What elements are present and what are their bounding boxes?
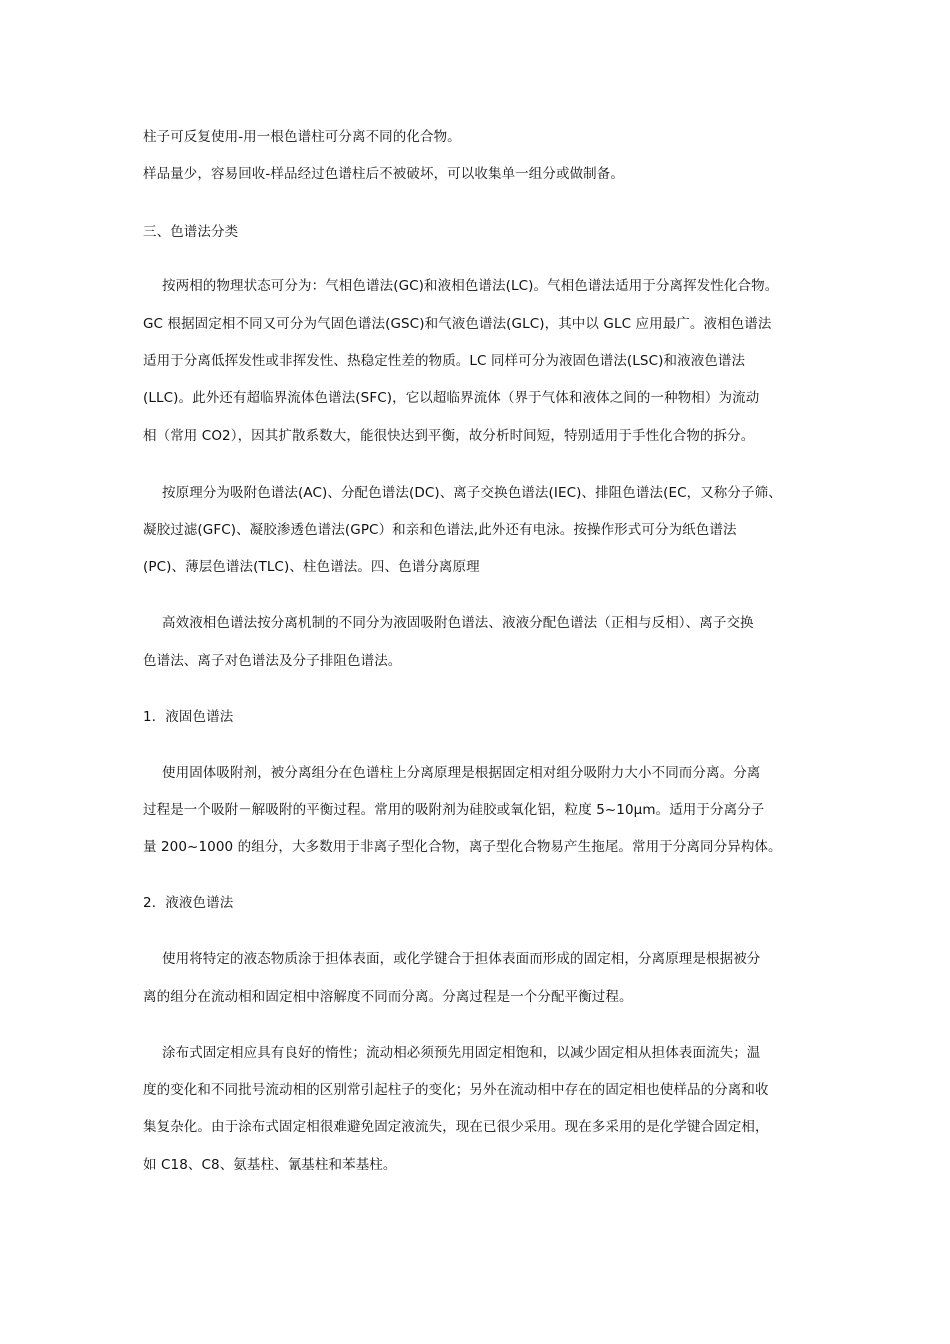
paragraph-line: 高效液相色谱法按分离机制的不同分为液固吸附色谱法、液液分配色谱法（正相与反相）、离子交换 xyxy=(162,615,754,631)
paragraph-line: 集复杂化。由于涂布式固定相很难避免固定液流失，现在已很少采用。现在多采用的是化学键合固定相， xyxy=(143,1119,769,1135)
paragraph-line: 凝胶过滤(GFC)、凝胶渗透色谱法(GPC）和亲和色谱法,此外还有电泳。按操作形式可分为纸色谱法 xyxy=(143,522,737,538)
paragraph-line: 使用将特定的液态物质涂于担体表面，或化学键合于担体表面而形成的固定相，分离原理是根据被分 xyxy=(162,951,761,967)
text-line-sample-recovery: 样品量少，容易回收-样品经过色谱柱后不被破坏，可以收集单一组分或做制备。 xyxy=(143,166,624,182)
paragraph-line: 相（常用 CO2），因其扩散系数大，能很快达到平衡，故分析时间短，特别适用于手性化合物的拆分。 xyxy=(143,428,755,444)
paragraph-line: GC 根据固定相不同又可分为气固色谱法(GSC)和气液色谱法(GLC)，其中以 GLC 应用最广。液相色谱法 xyxy=(143,316,772,332)
paragraph-line: 如 C18、C8、氨基柱、氰基柱和苯基柱。 xyxy=(143,1157,397,1173)
section-heading-classification: 三、色谱法分类 xyxy=(143,224,239,240)
paragraph-line: (LLC)。此外还有超临界流体色谱法(SFC)，它以超临界流体（界于气体和液体之间的一种物相）为流动 xyxy=(143,390,760,406)
paragraph-line: 适用于分离低挥发性或非挥发性、热稳定性差的物质。LC 同样可分为液固色谱法(LSC)和液液色谱法 xyxy=(143,353,746,369)
paragraph-line: 涂布式固定相应具有良好的惰性；流动相必须预先用固定相饱和，以减少固定相从担体表面流失；温 xyxy=(162,1045,761,1061)
paragraph-line: 过程是一个吸附－解吸附的平衡过程。常用的吸附剂为硅胶或氧化铝，粒度 5~10μm。适用于分离分子 xyxy=(143,802,765,818)
paragraph-line: (PC)、薄层色谱法(TLC)、柱色谱法。四、色谱分离原理 xyxy=(143,559,480,575)
text-line-column-reuse: 柱子可反复使用-用一根色谱柱可分离不同的化合物。 xyxy=(143,129,461,145)
paragraph-line: 色谱法、离子对色谱法及分子排阻色谱法。 xyxy=(143,653,402,669)
section-heading-liquid-solid: 1．液固色谱法 xyxy=(143,709,234,725)
paragraph-line: 度的变化和不同批号流动相的区别常引起柱子的变化；另外在流动相中存在的固定相也使样品的分离和收 xyxy=(143,1082,769,1098)
paragraph-line: 使用固体吸附剂，被分离组分在色谱柱上分离原理是根据固定相对组分吸附力大小不同而分离。分离 xyxy=(162,765,761,781)
paragraph-line: 按两相的物理状态可分为：气相色谱法(GC)和液相色谱法(LC)。气相色谱法适用于分离挥发性化合物。 xyxy=(162,278,779,294)
paragraph-line: 离的组分在流动相和固定相中溶解度不同而分离。分离过程是一个分配平衡过程。 xyxy=(143,989,633,1005)
section-heading-liquid-liquid: 2．液液色谱法 xyxy=(143,895,234,911)
paragraph-line: 量 200~1000 的组分，大多数用于非离子型化合物，离子型化合物易产生拖尾。常用于分离同分异构体。 xyxy=(143,839,782,855)
paragraph-line: 按原理分为吸附色谱法(AC)、分配色谱法(DC)、离子交换色谱法(IEC)、排阻色谱法(EC，又称分子筛、 xyxy=(162,485,782,501)
